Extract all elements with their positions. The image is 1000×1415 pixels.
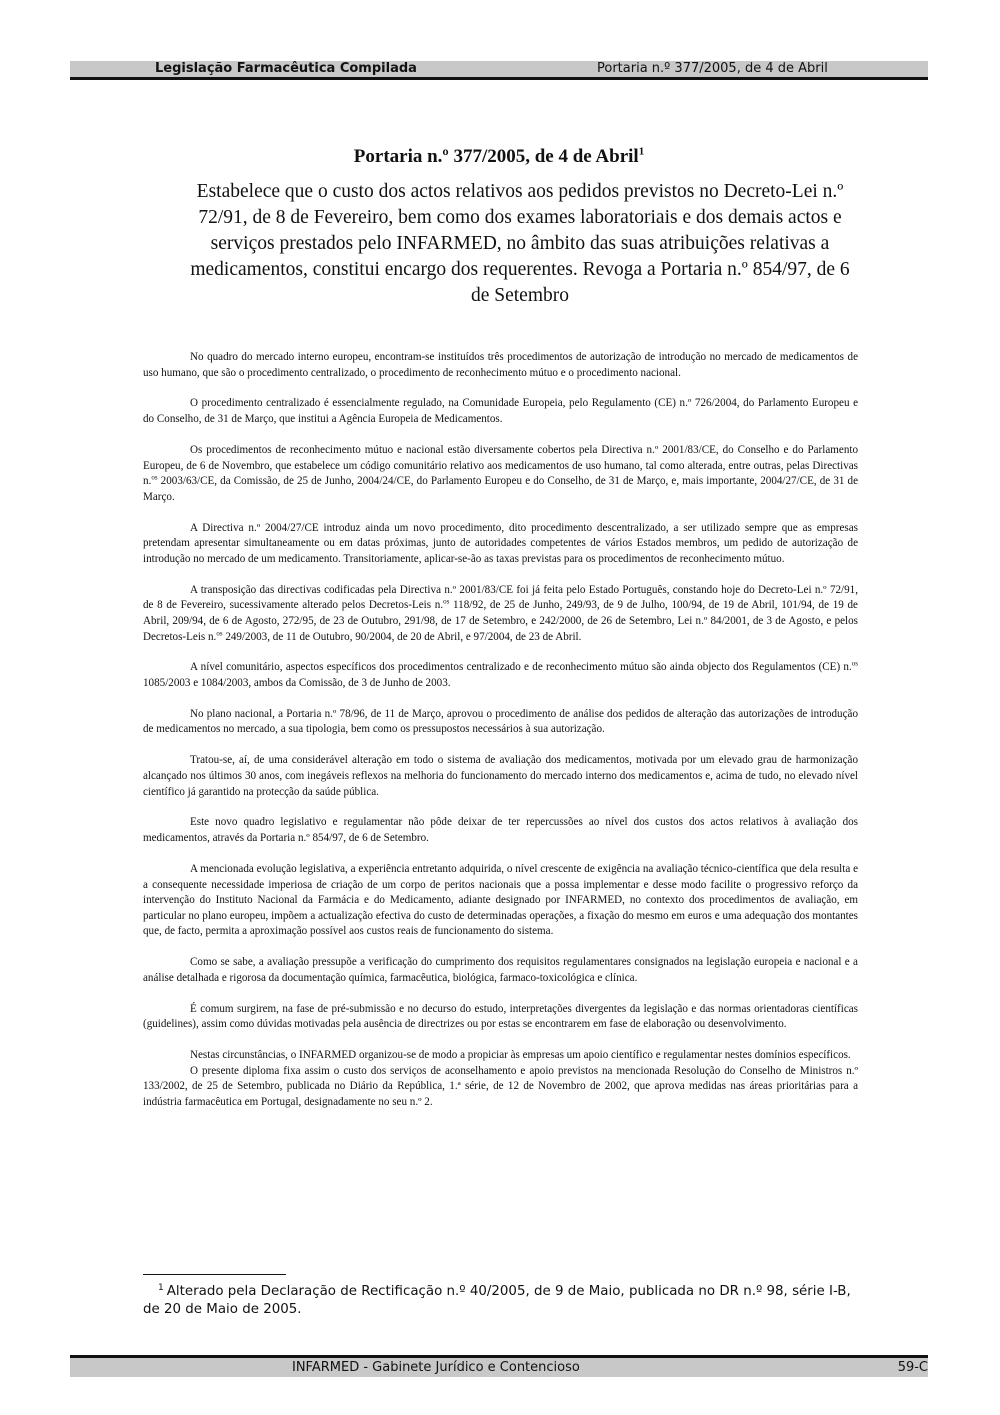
page-number: 59-C [897,1360,928,1375]
document-title [70,146,928,168]
paragraph-text: 118/92, de 25 de Junho, 249/93, de 9 de Julho, 100/94, de 19 de Abril, 101/94, de 19 de Abril, 209/94, de 6 de Agosto, 272/95, de 23 de Outubro, 291/98, de 17 de Setembro, e 242/2000, de 26 de Setembro, Lei n.º 84/2001, de 3 de Agosto, e pelos Decretos-Leis n. [143,599,858,643]
paragraph: O procedimento centralizado é essencialmente regulado, na Comunidade Europeia, pelo Regulamento (CE) n.º 726/2004, do Parlamento Europeu e do Conselho, de 31 de Março, que institui a Agência Europeia de Medicamentos. [143,397,858,426]
title-footnote-ref: 1 [638,145,645,158]
paragraph-text: 249/2003, de 11 de Outubro, 90/2004, de 20 de Abril, e 97/2004, de 23 de Abril. [222,630,582,643]
superscript: os [216,628,223,637]
running-header [70,61,928,80]
paragraph: Este novo quadro legislativo e regulamentar não pôde deixar de ter repercussões ao nível dos custos dos actos relativos à avaliação dos medicamentos, através da Portaria n.º 854/97, de 6 de Setembro. [143,816,858,845]
header-document-reference: Portaria n.º 377/2005, de 4 de Abril [597,61,828,76]
paragraph: O presente diploma fixa assim o custo dos serviços de aconselhamento e apoio previstos na mencionada Resolução do Conselho de Ministros n.º 133/2002, de 25 de Setembro, publicada no Diário da República, 1.ª série, de 12 de Novembro de 2002, que aprova medidas nas áreas prioritárias para a indústria farmacêutica em Portugal, designadamente no seu n.º 2. [143,1064,858,1108]
paragraph: É comum surgirem, na fase de pré-submissão e no decurso do estudo, interpretações divergentes da legislação e das normas orientadoras científicas (guidelines), assim como dúvidas motivadas pela ausência de directrizes ou por estas se encontrarem em fase de elaboração ou desenvolvimento. [143,1002,858,1031]
paragraph-text: 2003/63/CE, da Comissão, de 25 de Junho, 2004/24/CE, do Parlamento Europeu e do Conselho, de 31 de Março, e, mais importante, 2004/27/CE, de 31 de Março. [143,475,858,503]
paragraph-text: Os procedimentos de reconhecimento mútuo e nacional estão diversamente cobertos pela Directiva n.º 2001/83/CE, do Conselho e do Parlamento Europeu, de 6 de Novembro, que estabelece um código comunitário relativo aos medicamentos de uso humano, tal como alterada, entre outras, pelas Directivas n. [143,443,858,488]
superscript: os [151,473,158,482]
paragraph: Tratou-se, aí, de uma considerável alteração em todo o sistema de avaliação dos medicamentos, motivada por um elevado grau de harmonização alcançado nos últimos 30 anos, com inegáveis reflexos na melhoria do funcionamento do mercado interno dos medicamentos e, acima de tudo, no elevado nível científico já garantido na protecção da saúde pública. [143,754,858,798]
paragraph: No quadro do mercado interno europeu, encontram-se instituídos três procedimentos de autorização de introdução no mercado de medicamentos de uso humano, que são o procedimento centralizado, o procedimento de reconhecimento mútuo e o procedimento nacional. [143,351,858,379]
footnote-separator [143,1274,286,1275]
paragraph-text: A transposição das directivas codificadas pela Directiva n.º 2001/83/CE foi já feita pelo Estado Português, constando hoje do Decreto-Lei n.º 72/91, de 8 de Fevereiro, sucessivamente alterado pelos Decretos-Leis n. [143,583,858,612]
header-publication-title: Legislação Farmacêutica Compilada [155,61,417,76]
document-summary: Estabelece que o custo dos actos relativos aos pedidos previstos no Decreto-Lei n.º 72/91, de 8 de Fevereiro, bem como dos exames laboratoriais e dos demais actos e serviços prestados pelo INFARMED, no âmbito das suas atribuições relativas a medicamentos, constitui encargo dos requerentes. Revoga a Portaria n.º 854/97, de 6 de Setembro [190,181,850,306]
superscript: os [851,659,858,668]
footnote [143,1283,863,1319]
paragraph [143,583,858,645]
paragraph: A Directiva n.º 2004/27/CE introduz ainda um novo procedimento, dito procedimento descentralizado, a ser utilizado sempre que as empresas pretendam apresentar simultaneamente ou em datas próximas, junto de autoridades competentes de vários Estados membros, um pedido de autorização de introdução no mercado de um medicamento. Transitoriamente, aplicar-se-ão as taxas previstas para os procedimentos de reconhecimento mútuo. [143,521,858,565]
preamble-body [143,350,858,1126]
paragraph: No plano nacional, a Portaria n.º 78/96, de 11 de Março, aprovou o procedimento de análise dos pedidos de alteração das autorizações de introdução de medicamentos no mercado, a sua tipologia, bem como os pressupostos necessários à sua autorização. [143,707,858,736]
paragraph-text: A nível comunitário, aspectos específicos dos procedimentos centralizado e de reconhecimento mútuo são ainda objecto dos Regulamentos (CE) n. [190,661,852,674]
paragraph [143,660,858,691]
footnote-number: 1 [158,1282,164,1293]
document-title-text: Portaria n.º 377/2005, de 4 de Abril [353,146,639,167]
footer-department: INFARMED - Gabinete Jurídico e Contencioso [292,1360,580,1375]
footnote-text: Alterado pela Declaração de Rectificação n.º 40/2005, de 9 de Maio, publicada no DR n.º 98, série I-B, de 20 de Maio de 2005. [143,1284,851,1317]
paragraph [143,443,858,505]
superscript: os [443,597,450,606]
paragraph: Como se sabe, a avaliação pressupõe a verificação do cumprimento dos requisitos regulamentares consignados na legislação europeia e nacional e a análise detalhada e rigorosa da documentação química, farmacêutica, biológica, farmaco-toxicológica e clínica. [143,956,858,984]
running-footer [70,1355,928,1377]
paragraph: A mencionada evolução legislativa, a experiência entretanto adquirida, o nível crescente de exigência na avaliação técnico-científica que dela resulta e a consequente necessidade imperiosa de criação de um corpo de peritos nacionais que a possa implementar e desse modo facilite o progressivo reforço da intervenção do Instituto Nacional da Farmácia e do Medicamento, adiante designado por INFARMED, no contexto dos procedimentos de avaliação, em particular no plano europeu, impõem a actualização efectiva do custo de determinadas operações, a fixação do mesmo em euros e uma adequação dos montantes que, de facto, permita a aproximação possível aos custos reais de funcionamento do sistema. [143,862,858,938]
paragraph-text: 1085/2003 e 1084/2003, ambos da Comissão, de 3 de Junho de 2003. [143,676,451,689]
paragraph: Nestas circunstâncias, o INFARMED organizou-se de modo a propiciar às empresas um apoio científico e regulamentar nestes domínios específicos. [190,1049,851,1062]
